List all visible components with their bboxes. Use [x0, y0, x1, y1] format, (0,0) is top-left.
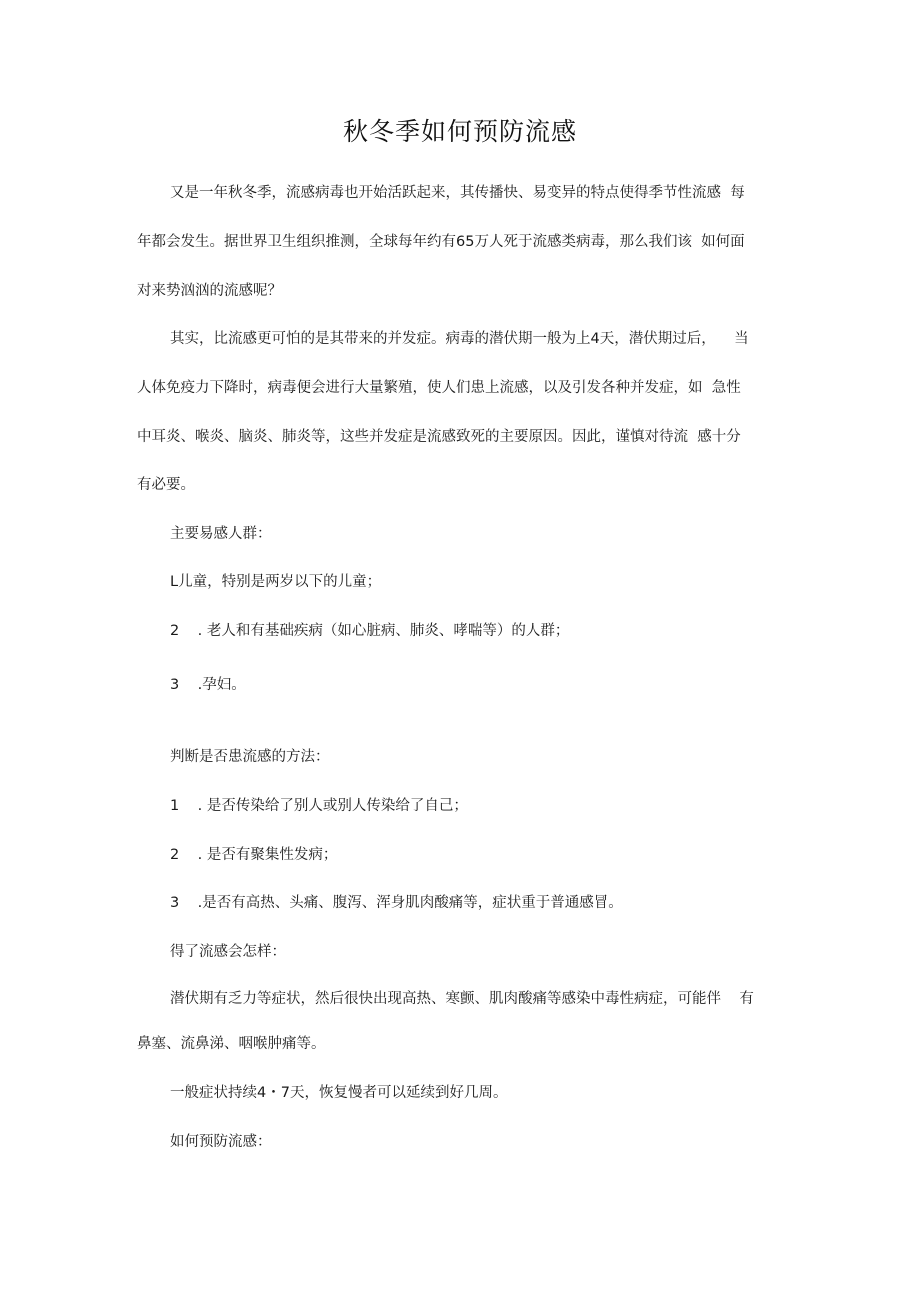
- prevention-heading: 如何预防流感：: [170, 1134, 272, 1150]
- paragraph-2-line-2: 人体免疫力下降时，病毒便会进行大量繁殖，使人们患上流感，以及引发各种并发症，如 急性: [137, 380, 741, 396]
- list-item: L儿童，特别是两岁以下的儿童；: [170, 574, 382, 590]
- paragraph-1-line-1: 又是一年秋冬季，流感病毒也开始活跃起来，其传播快、易变异的特点使得季节性流感 每: [170, 185, 745, 201]
- list-item: 1 . 是否传染给了别人或别人传染给了自己；: [170, 798, 468, 814]
- diagnosis-heading: 判断是否患流感的方法：: [170, 749, 330, 765]
- paragraph-2-line-4: 有必要。: [137, 477, 195, 493]
- paragraph-2-line-1: 其实，比流感更可怕的是其带来的并发症。病毒的潜伏期一般为上4天，潜伏期过后， 当: [170, 331, 749, 347]
- outcome-line-3: 一般症状持续4・7天，恢复慢者可以延续到好几周。: [170, 1085, 508, 1101]
- list-item: 3 .孕妇。: [170, 677, 246, 693]
- susceptible-heading: 主要易感人群：: [170, 526, 272, 542]
- paragraph-1-line-2: 年都会发生。据世界卫生组织推测，全球每年约有65万人死于流感类病毒，那么我们该 如何面: [137, 234, 745, 250]
- outcome-heading: 得了流感会怎样：: [170, 944, 286, 960]
- paragraph-2-line-3: 中耳炎、喉炎、脑炎、肺炎等，这些并发症是流感致死的主要原因。因此，谨慎对待流 感十分: [137, 429, 741, 445]
- paragraph-1-line-3: 对来势汹汹的流感呢？: [137, 283, 282, 299]
- document-title: 秋冬季如何预防流感: [342, 117, 577, 146]
- list-item: 2 . 老人和有基础疾病（如心脏病、肺炎、哮喘等）的人群；: [170, 623, 570, 639]
- list-item: 2 . 是否有聚集性发病；: [170, 847, 338, 863]
- list-item: 3 .是否有高热、头痛、腹泻、浑身肌肉酸痛等，症状重于普通感冒。: [170, 895, 623, 911]
- outcome-line-2: 鼻塞、流鼻涕、咽喉肿痛等。: [137, 1036, 326, 1052]
- outcome-line-1: 潜伏期有乏力等症状，然后很快出现高热、寒颤、肌肉酸痛等感染中毒性病症，可能伴 有: [170, 991, 754, 1007]
